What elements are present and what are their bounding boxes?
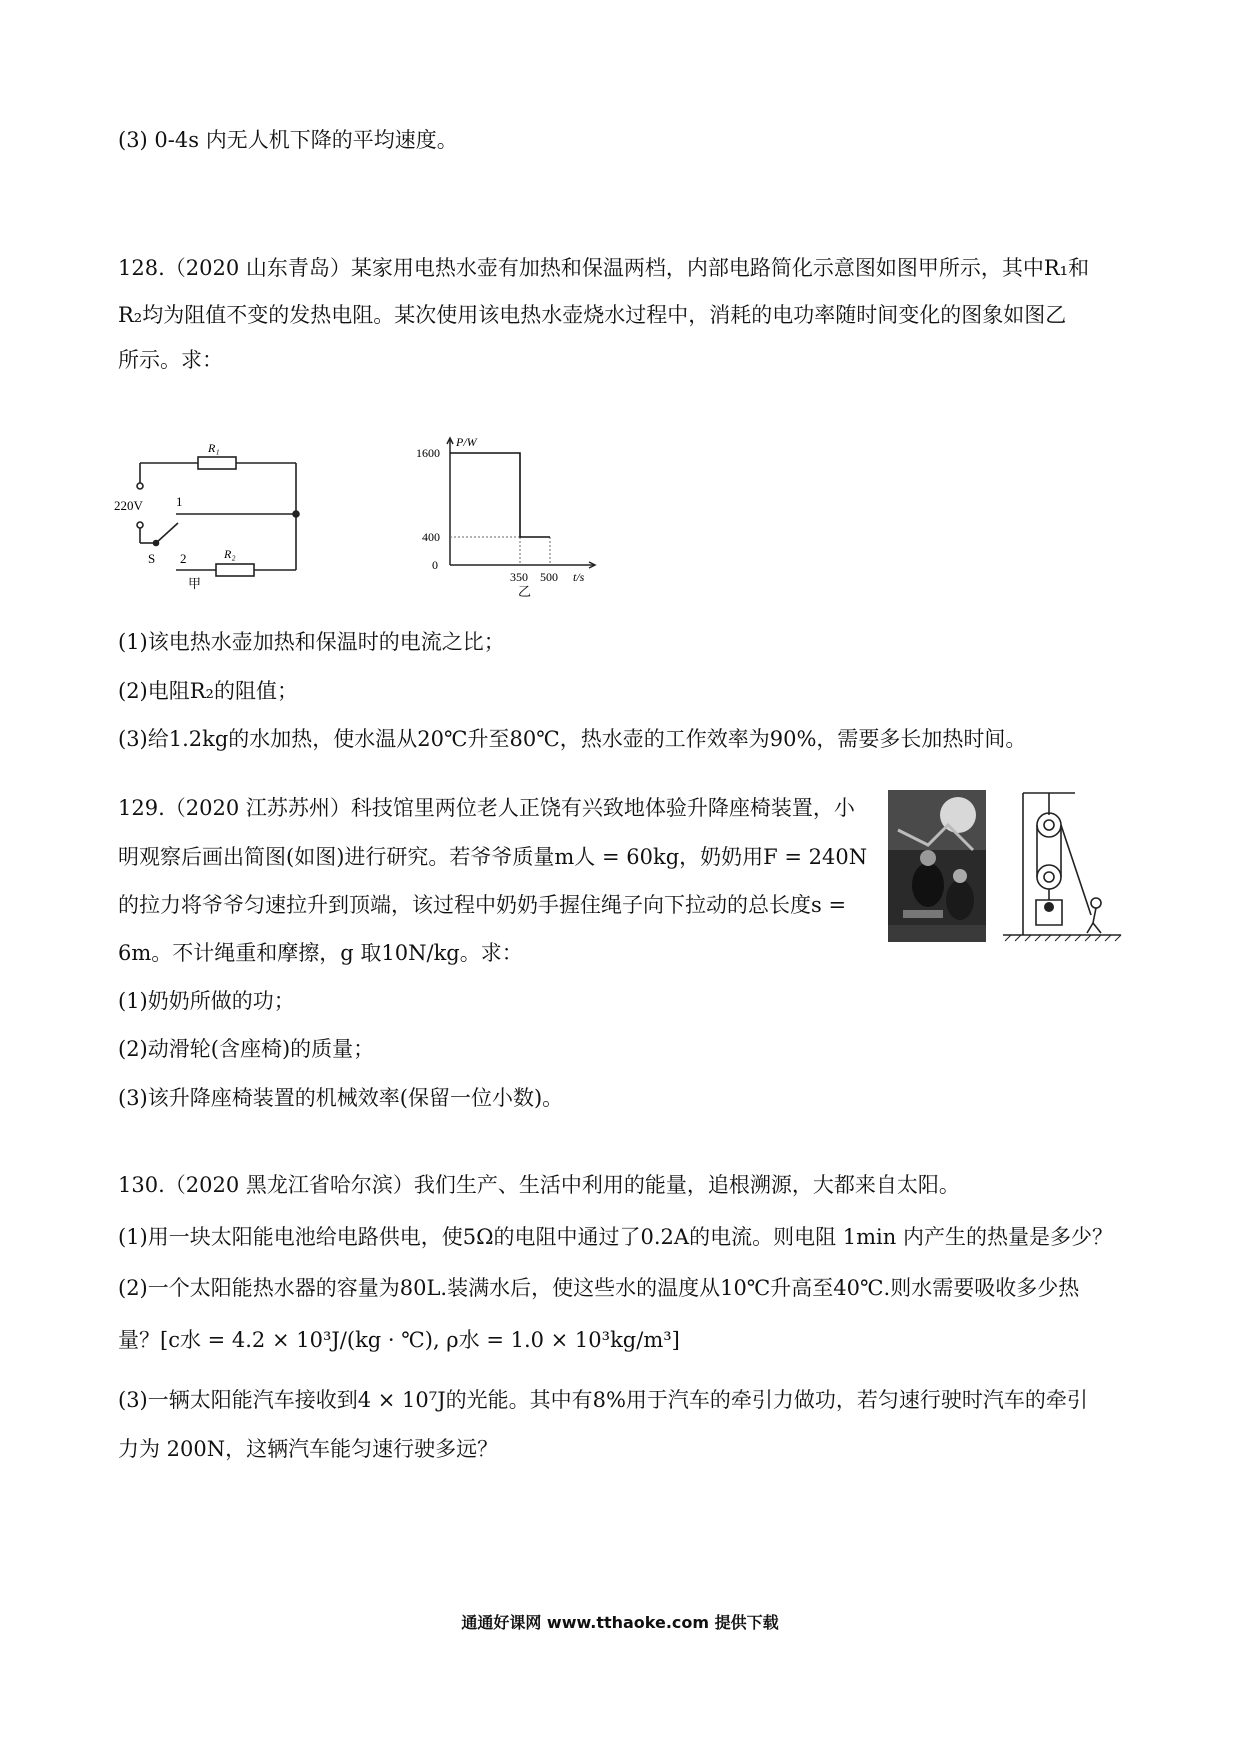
x-axis-label: t/s — [573, 570, 585, 584]
r1-label: R₁ — [208, 441, 220, 455]
q130-stem: 130.（2020 黑龙江省哈尔滨）我们生产、生活中利用的能量，追根溯源，大都来自太阳。 — [118, 1173, 960, 1197]
y-axis-label: P/W — [456, 435, 477, 449]
chart-caption: 乙 — [518, 584, 532, 599]
page-footer: 通通好课网 www.tthaoke.com 提供下载 — [461, 1613, 779, 1632]
position-2-label: 2 — [180, 551, 187, 566]
y-tick-400: 400 — [422, 530, 440, 544]
q128-stem-line1: 128.（2020 山东青岛）某家用电热水壶有加热和保温两档，内部电路简化示意图如图甲所示，其中R₁和 — [118, 256, 1090, 280]
q129-sub3: (3)该升降座椅装置的机械效率(保留一位小数)。 — [118, 1086, 564, 1110]
power-series-line — [450, 453, 550, 537]
r2-label: R₂ — [224, 547, 236, 561]
power-time-chart — [410, 430, 610, 600]
voltage-label: 220V — [114, 498, 143, 513]
q130-sub3: (3)一辆太阳能汽车接收到4 × 10⁷J的光能。其中有8%用于汽车的牵引力做功，若匀速行驶时汽车的牵引 — [118, 1388, 1088, 1412]
q128-sub3: (3)给1.2kg的水加热，使水温从20℃升至80℃，热水壶的工作效率为90%，需要多长加热时间。 — [118, 727, 1027, 751]
q130-sub2: (2)一个太阳能热水器的容量为80L.装满水后，使这些水的温度从10℃升高至40℃.则水需要吸收多少热 — [118, 1276, 1080, 1300]
q129-sub2: (2)动滑轮(含座椅)的质量； — [118, 1037, 375, 1061]
lift-chair-photo — [888, 790, 986, 942]
switch-label: S — [148, 551, 156, 566]
q129-stem-line3: 的拉力将爷爷匀速拉升到顶端，该过程中奶奶手握住绳子向下拉动的总长度s = — [118, 893, 847, 917]
circuit-caption: 甲 — [188, 576, 202, 591]
q129-stem-line4: 6m。不计绳重和摩擦，g 取10N/kg。求： — [118, 941, 523, 965]
q128-sub2: (2)电阻R₂的阻值； — [118, 679, 298, 703]
q129-stem-line1: 129.（2020 江苏苏州）科技馆里两位老人正饶有兴致地体验升降座椅装置，小 — [118, 796, 855, 820]
x-tick-500: 500 — [540, 570, 558, 584]
y-tick-1600: 1600 — [416, 446, 440, 460]
q130-sub1: (1)用一块太阳能电池给电路供电，使5Ω的电阻中通过了0.2A的电流。则电阻 1min 内产生的热量是多少？ — [118, 1225, 1113, 1249]
circuit-diagram — [114, 428, 318, 591]
origin-label: 0 — [432, 558, 438, 572]
x-tick-350: 350 — [510, 570, 528, 584]
q130-sub3-cont: 力为 200N，这辆汽车能匀速行驶多远？ — [118, 1437, 499, 1461]
q128-stem-line2: R₂均为阻值不变的发热电阻。某次使用该电热水壶烧水过程中，消耗的电功率随时间变化的图象如图乙 — [118, 303, 1067, 327]
q127-part3: (3) 0-4s 内无人机下降的平均速度。 — [118, 128, 458, 152]
q129-sub1: (1)奶奶所做的功； — [118, 989, 295, 1013]
q128-stem-line3: 所示。求： — [118, 348, 223, 372]
q129-stem-line2: 明观察后画出简图(如图)进行研究。若爷爷质量m人 = 60kg，奶奶用F = 240N — [118, 845, 868, 869]
q128-sub1: (1)该电热水壶加热和保温时的电流之比； — [118, 630, 505, 654]
pulley-diagram — [1003, 785, 1123, 945]
position-1-label: 1 — [176, 494, 183, 509]
q130-sub2-cont: 量？[c水 = 4.2 × 10³J/(kg · ℃), ρ水 = 1.0 × 10³kg/m³] — [118, 1328, 680, 1352]
